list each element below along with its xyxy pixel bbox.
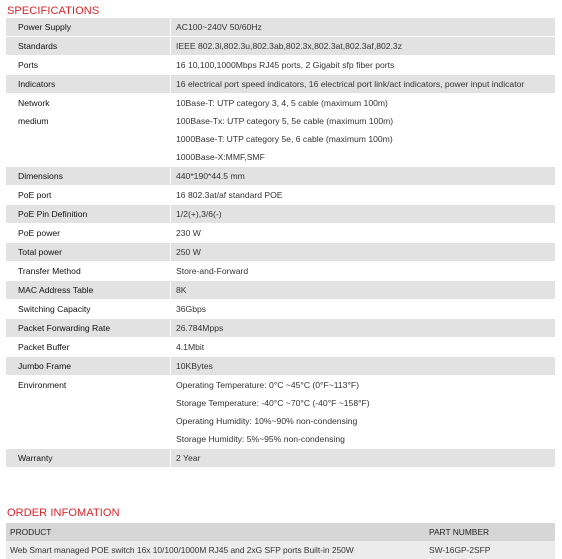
spec-label-text: Jumbo Frame (18, 361, 72, 371)
spec-value-text: 16 electrical port speed indicators, 16 electrical port link/act indicators, power input indicator (176, 79, 525, 89)
spec-row-packet-buffer (6, 338, 555, 357)
spec-row-standards (6, 37, 555, 56)
spec-label-text: Dimensions (18, 171, 63, 181)
spec-row-jumbo-frame (6, 357, 555, 376)
spec-value-text: 2 Year (176, 453, 201, 463)
spec-value (171, 300, 556, 319)
spec-value-text: 1/2(+),3/6(-) (176, 209, 222, 219)
spec-value-text: IEEE 802.3i,802.3u,802.3ab,802.3x,802.3at,802.3af,802.3z (176, 41, 403, 51)
spec-value-text: 250 W (176, 247, 201, 257)
spec-value-text: Operating Humidity: 10%~90% non-condensing (176, 416, 358, 426)
spec-value (171, 262, 556, 281)
spec-value-text: 8K (176, 285, 187, 295)
spec-value (171, 449, 556, 468)
spec-value (171, 94, 556, 167)
spec-label (6, 319, 171, 338)
order-information-title: ORDER INFOMATION (7, 507, 120, 519)
spec-value (171, 338, 556, 357)
order-header-row (6, 523, 555, 541)
spec-label-text: Standards (18, 41, 58, 51)
spec-label (6, 224, 171, 243)
spec-label-text: PoE power (18, 228, 61, 238)
spec-label-text: Power Supply (18, 22, 72, 32)
spec-value-text: 1000Base-T: UTP category 5e, 6 cable (maximum 100m) (176, 134, 393, 144)
spec-label (6, 186, 171, 205)
spec-value-text: Store-and-Forward (176, 266, 249, 276)
spec-label-text: Indicators (18, 79, 56, 89)
spec-row-packet-forwarding-rate (6, 319, 555, 338)
spec-value-text: 4.1Mbit (176, 342, 205, 352)
spec-row-transfer-method (6, 262, 555, 281)
spec-label-text: medium (18, 116, 49, 126)
spec-value-text: 1000Base-X:MMF,SMF (176, 152, 265, 162)
spec-row-power-supply (6, 18, 555, 37)
spec-value (171, 243, 556, 262)
specifications-table (6, 18, 555, 468)
spec-value (171, 376, 556, 449)
spec-value (171, 205, 556, 224)
spec-value-text: 10Base-T: UTP category 3, 4, 5 cable (maximum 100m) (176, 98, 388, 108)
spec-label (6, 357, 171, 376)
spec-label (6, 449, 171, 468)
spec-row-total-power (6, 243, 555, 262)
spec-value (171, 167, 556, 186)
spec-row-poe-power (6, 224, 555, 243)
spec-label-text: PoE port (18, 190, 52, 200)
spec-label-text: Network (18, 98, 50, 108)
spec-value-text: 26.784Mpps (176, 323, 224, 333)
spec-value-text: Operating Temperature: 0°C ~45°C (0°F~113°F) (176, 380, 360, 390)
spec-row-warranty (6, 449, 555, 468)
spec-label (6, 281, 171, 300)
spec-label-text: PoE Pin Definition (18, 209, 88, 219)
spec-label-text: Warranty (18, 453, 53, 463)
spec-label (6, 18, 171, 37)
product-description: Web Smart managed POE switch 16x 10/100/1000M RJ45 and 2xG SFP ports Built-in 250W (6, 541, 421, 559)
spec-value (171, 224, 556, 243)
spec-value (171, 18, 556, 37)
spec-label (6, 56, 171, 75)
spec-row-poe-port (6, 186, 555, 205)
spec-label-text: Environment (18, 380, 67, 390)
spec-value-text: Storage Humidity: 5%~95% non-condensing (176, 434, 345, 444)
spec-label (6, 94, 171, 167)
spec-value (171, 37, 556, 56)
spec-value-text: 10KBytes (176, 361, 213, 371)
part-number-column-header: PART NUMBER (421, 523, 555, 541)
spec-label-text: Transfer Method (18, 266, 81, 276)
spec-label (6, 262, 171, 281)
spec-label-text: MAC Address Table (18, 285, 94, 295)
table-row (6, 541, 555, 559)
spec-value-text: 16 802.3at/af standard POE (176, 190, 283, 200)
spec-label (6, 376, 171, 449)
specifications-title: SPECIFICATIONS (7, 5, 100, 17)
spec-label-text: Packet Forwarding Rate (18, 323, 111, 333)
spec-label-text: Packet Buffer (18, 342, 70, 352)
spec-row-environment (6, 376, 555, 449)
spec-label (6, 37, 171, 56)
spec-row-switching-capacity (6, 300, 555, 319)
spec-value (171, 75, 556, 94)
spec-label (6, 300, 171, 319)
spec-value (171, 281, 556, 300)
spec-label (6, 338, 171, 357)
spec-label-text: Ports (18, 60, 39, 70)
spec-value (171, 56, 556, 75)
spec-value (171, 186, 556, 205)
spec-value (171, 319, 556, 338)
spec-value-text: 36Gbps (176, 304, 207, 314)
spec-label (6, 205, 171, 224)
spec-value-text: 16 10,100,1000Mbps RJ45 ports, 2 Gigabit sfp fiber ports (176, 60, 395, 70)
part-number: SW-16GP-2SFP (421, 541, 555, 559)
spec-label (6, 243, 171, 262)
spec-row-dimensions (6, 167, 555, 186)
spec-label-text: Switching Capacity (18, 304, 91, 314)
product-column-header: PRODUCT (6, 523, 421, 541)
spec-value-text: 440*190*44.5 mm (176, 171, 245, 181)
spec-label (6, 167, 171, 186)
order-information-table (6, 523, 555, 559)
spec-value-text: Storage Temperature: -40°C ~70°C (-40°F ~158°F) (176, 398, 370, 408)
spec-row-indicators (6, 75, 555, 94)
spec-value (171, 357, 556, 376)
spec-row-ports (6, 56, 555, 75)
spec-row-network-medium (6, 94, 555, 167)
spec-value-text: 230 W (176, 228, 201, 238)
spec-row-poe-pin-definition (6, 205, 555, 224)
spec-value-text: 100Base-Tx: UTP category 5, 5e cable (maximum 100m) (176, 116, 394, 126)
spec-row-mac-address-table (6, 281, 555, 300)
spec-label (6, 75, 171, 94)
spec-label-text: Total power (18, 247, 62, 257)
spec-value-text: AC100~240V 50/60Hz (176, 22, 262, 32)
